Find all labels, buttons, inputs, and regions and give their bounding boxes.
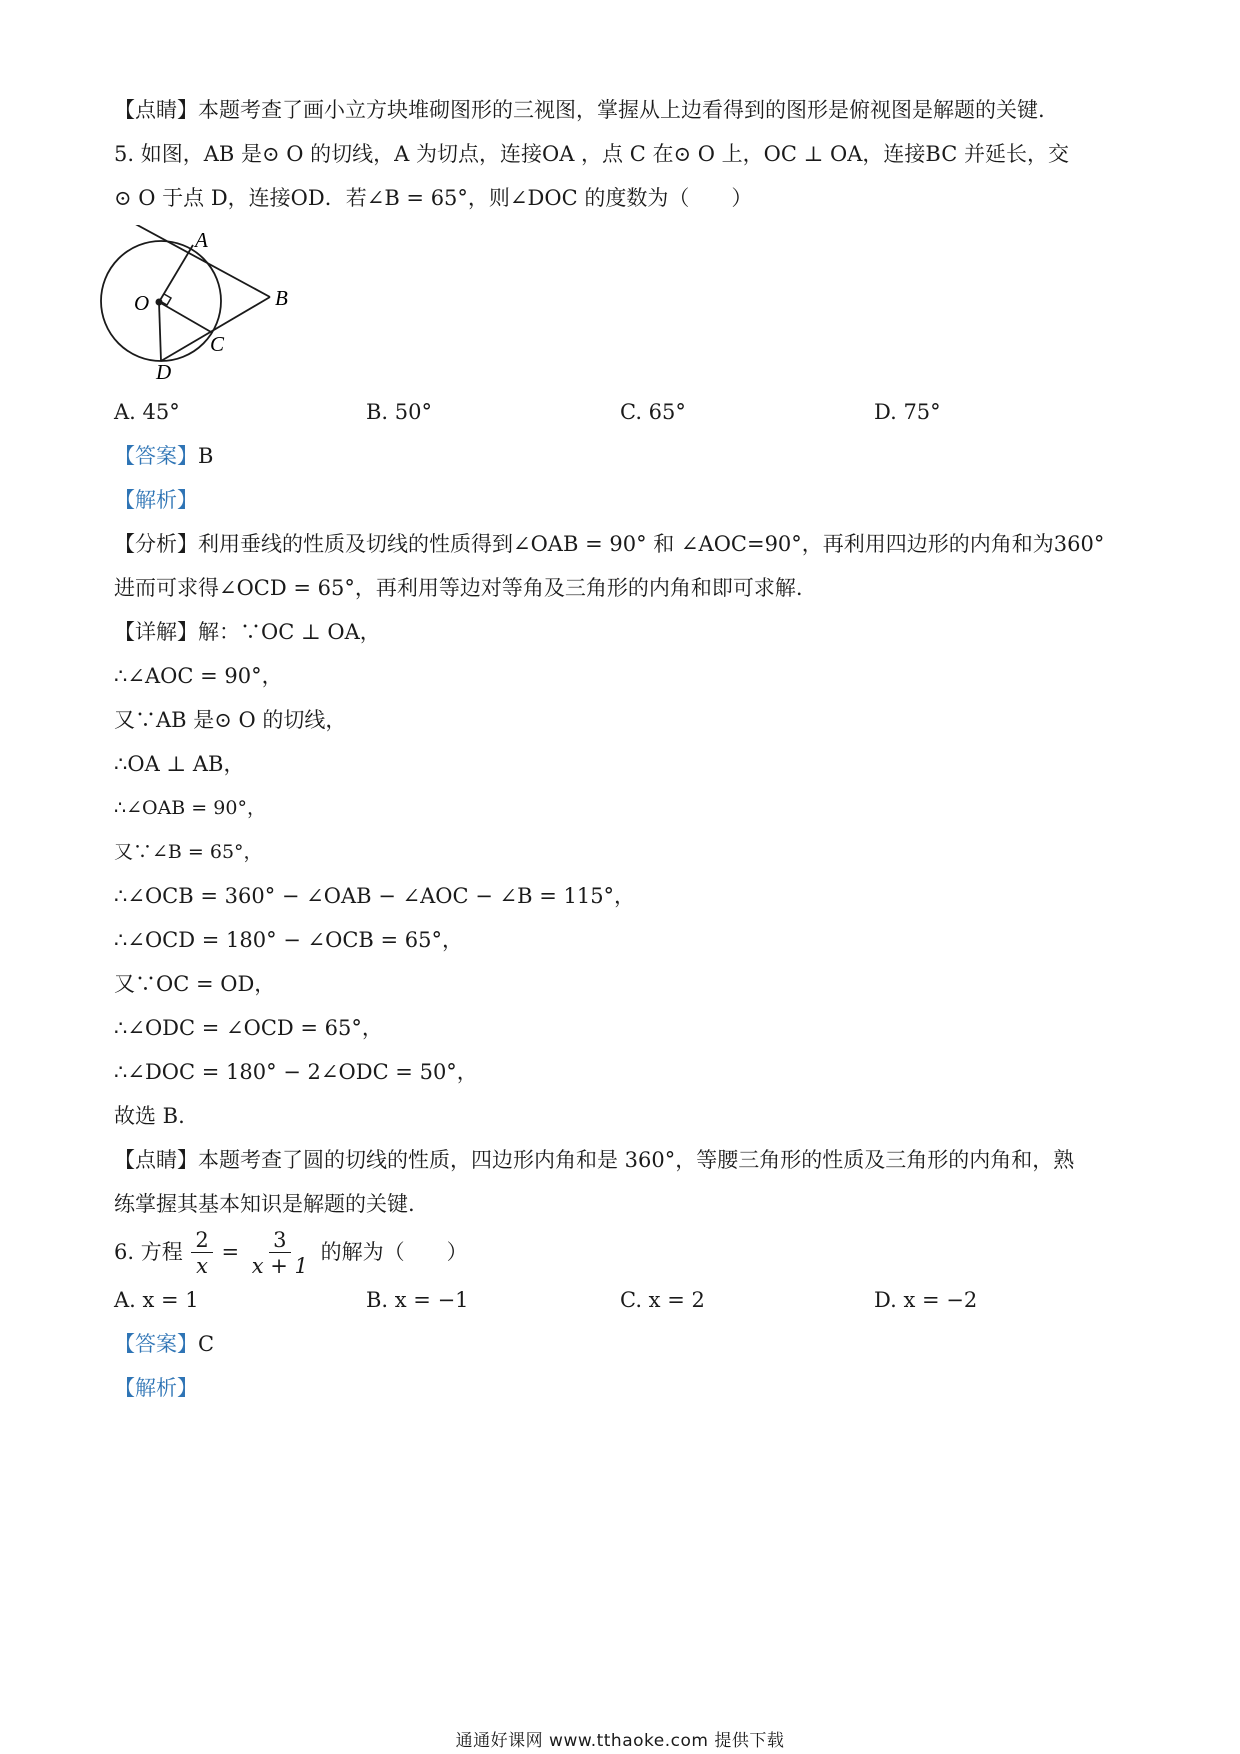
q6-frac2-num: 3 [269,1228,290,1253]
q6-option-c: C. x = 2 [620,1288,705,1312]
q5-step-1: 【详解】解：∵OC ⊥ OA， [114,620,381,644]
answer-tag: 【答案】 [114,1332,198,1356]
q4-note: 【点睛】本题考查了画小立方块堆砌图形的三视图，掌握从上边看得到的图形是俯视图是解题的关键. [114,98,1045,122]
label-o: O [134,291,150,315]
q6-option-d: D. x = −2 [874,1288,978,1312]
q6-analysis-tag: 【解析】 [114,1376,198,1400]
q5-step-11: ∴∠DOC = 180° − 2∠ODC = 50°， [114,1060,478,1084]
q6-prefix: 6. 方程 [114,1240,183,1264]
q5-step-7: ∴∠OCB = 360° − ∠OAB − ∠AOC − ∠B = 115°， [114,884,636,908]
segment-oc [159,302,211,332]
q5-step-9: 又∵OC = OD， [114,972,276,996]
q5-figure [100,225,310,385]
q5-analysis-line1: 【分析】利用垂线的性质及切线的性质得到∠OAB = 90° 和 ∠AOC=90°，再利用四边形的内角和为360° [114,532,1105,556]
q6-option-b: B. x = −1 [366,1288,469,1312]
q5-step-12: 故选 B. [114,1104,185,1128]
q5-option-a: A. 45° [114,400,180,424]
q5-step-10: ∴∠ODC = ∠OCD = 65°， [114,1016,383,1040]
q5-note-line2: 练掌握其基本知识是解题的关键. [114,1192,415,1216]
q5-step-3: 又∵AB 是⊙ O 的切线， [114,708,347,732]
answer-tag: 【答案】 [114,444,198,468]
q5-option-c: C. 65° [620,400,686,424]
label-c: C [210,332,225,356]
center-dot [156,299,163,306]
q6-frac2-den: x + 1 [251,1254,308,1278]
page-footer[interactable]: 通通好课网 www.tthaoke.com 提供下载 [455,1731,785,1751]
q6-frac1-num: 2 [191,1228,212,1253]
q5-answer-line [114,442,213,470]
label-d: D [156,360,172,384]
segment-od [159,302,161,361]
q5-analysis-tag: 【解析】 [114,488,198,512]
label-b: B [275,286,288,310]
answer-value: C [198,1332,215,1356]
q6-frac1-den: x [196,1254,209,1278]
q5-note-line1: 【点睛】本题考查了圆的切线的性质，四边形内角和是 360°，等腰三角形的性质及三角形的内角和，熟 [114,1148,1075,1172]
q6-stem [114,1222,468,1282]
q5-step-8: ∴∠OCD = 180° − ∠OCB = 65°， [114,928,464,952]
q5-option-d: D. 75° [874,400,941,424]
q5-step-4: ∴OA ⊥ AB， [114,752,245,776]
q5-stem-line1: 5. 如图，AB 是⊙ O 的切线，A 为切点，连接OA ，点 C 在⊙ O 上，OC ⊥ OA，连接BC 并延长，交 [114,142,1069,166]
q6-suffix: 的解为（ ） [320,1240,468,1264]
q6-option-a: A. x = 1 [114,1288,199,1312]
q5-analysis-line2: 进而可求得∠OCD = 65°，再利用等边对等角及三角形的内角和即可求解. [114,576,803,600]
q5-stem-line2: ⊙ O 于点 D，连接OD．若∠B = 65°，则∠DOC 的度数为（ ） [114,186,753,210]
q5-step-2: ∴∠AOC = 90°， [114,664,283,688]
q5-step-6: 又∵∠B = 65°， [114,841,263,863]
q6-fraction-left [191,1228,212,1279]
q5-option-b: B. 50° [366,400,433,424]
q6-equals: = [221,1240,240,1264]
q6-fraction-right [248,1228,312,1279]
segment-oa [159,245,193,302]
label-a: A [195,228,208,252]
q5-step-5: ∴∠OAB = 90°， [114,797,266,819]
answer-value: B [198,444,214,468]
q6-answer-line [114,1330,214,1358]
